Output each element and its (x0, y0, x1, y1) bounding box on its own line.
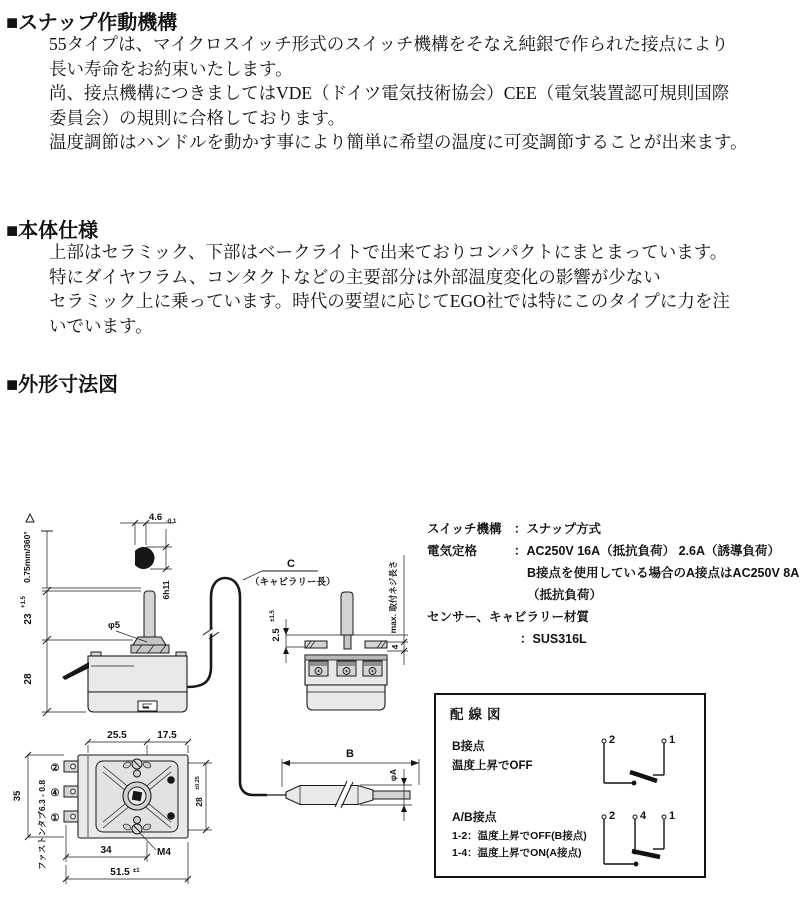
dim-total-width-label: 51.5 (110, 867, 130, 878)
front-terminal (309, 661, 328, 676)
terminal-number-1: ① (50, 813, 60, 824)
spec-label (427, 562, 514, 584)
paragraph-line: 温度調節はハンドルを動かす事により簡単に希望の温度に可変調節することが出来ます。 (49, 132, 748, 153)
wiring-b-contact-label: B接点 (452, 739, 485, 753)
dim-front-gap-tol: ±1.5 (270, 610, 276, 622)
spec-label (427, 628, 514, 650)
front-shaft-neck (344, 635, 351, 649)
paragraph-line: 上部はセラミック、下部はベークライトで出来ておりコンパクトにまとまっています。 (49, 242, 728, 262)
side-terminal-bump (91, 652, 101, 656)
shaft-section-shape (135, 547, 154, 569)
spec-label: 電気定格 (427, 544, 478, 558)
spec-row (427, 584, 799, 606)
spec-value: B接点を使用している場合のA接点はAC250V 8A (527, 566, 800, 580)
dim-front-gap-label: 2.5 (271, 628, 282, 642)
side-body-notch (138, 701, 157, 711)
dim-hole-pitch-tol: ±0.25 (195, 776, 201, 790)
wiring-b-contact-desc: 温度上昇でOFF (452, 760, 533, 772)
rotation-arrow-icon (26, 514, 34, 522)
rivet (167, 776, 175, 784)
paragraph-line: 55タイプは、マイクロスイッチ形式のスイッチ機構をそなえ純銀で作られた接点により (49, 34, 729, 54)
shaft-hole (132, 791, 142, 801)
paragraph-line: いでいます。 (49, 315, 153, 336)
dim-ear-thickness-label: 4 (390, 644, 400, 650)
dim-bulb-dia-label: φA (388, 768, 398, 782)
spec-row (427, 606, 799, 628)
dim-width-right-label: 17.5 (157, 730, 177, 741)
section-title-snap-mechanism: ■スナップ作動機構 (6, 12, 178, 34)
side-shaft (144, 591, 155, 637)
bulb-tip-rod (373, 791, 410, 799)
dim-body-height-label: 28 (23, 673, 34, 685)
wiring-ab-terminal-1: 1 (669, 810, 676, 822)
spec-value: ：SUS316L (520, 632, 587, 646)
wiring-ab-contact-line1: 1-2：温度上昇でOFF(B接点) (452, 830, 587, 842)
section-title-dimension-drawing: ■外形寸法図 (6, 374, 119, 396)
dim-shaft-height-tol: +1.5 (21, 596, 27, 608)
dim-capillary-length-symbol: C (287, 558, 295, 570)
wiring-ab-contact-diagram (602, 810, 675, 866)
terminal-number-2: ② (50, 763, 60, 774)
faston-tab (64, 811, 78, 822)
dim-max-screw-length-label: max. 取付ネジ長さ (388, 560, 398, 634)
specs-panel (427, 518, 799, 650)
faston-tab-label: ファストンタブ6.3 - 0.8 (37, 779, 47, 871)
dim-width-left-label: 25.5 (107, 730, 127, 741)
paragraph-line: 尚、接点機構につきましてはVDE（ドイツ電気技術協会）CEE（電気装置認可規則国際 (49, 83, 730, 104)
wiring-b-contact-diagram (602, 734, 675, 785)
bottom-view (12, 730, 212, 884)
spec-row (427, 518, 799, 540)
paragraph-line: セラミック上に乗っています。時代の要望に応じてEGO社では特にこのタイプに力を注 (49, 291, 730, 312)
side-shaft-collar (133, 637, 166, 645)
front-terminal (363, 661, 382, 676)
bulb-body (286, 786, 373, 805)
wiring-diagram-box (434, 693, 706, 878)
dim-shaft-flat-tol: -0.1 (166, 519, 177, 525)
spec-value: ：スナップ方式 (514, 522, 602, 536)
dim-hole-pitch-label: 28 (194, 797, 204, 807)
paragraph-line: 長い寿命をお約束いたします。 (49, 58, 293, 79)
spec-row (427, 540, 799, 562)
dim-total-width-tol: ±1 (133, 868, 140, 874)
spec-label: センサー、キャビラリー材質 (427, 610, 590, 624)
paragraph-line: 委員会）の規則に合格しております。 (49, 107, 346, 128)
wiring-ab-contact-line2: 1-4：温度上昇でON(A接点) (452, 847, 582, 859)
dim-shaft-dia-label: φ5 (108, 620, 121, 631)
spec-row (427, 628, 799, 650)
wiring-ab-terminal-4: 4 (640, 810, 647, 822)
side-view (21, 512, 187, 716)
wiring-ab-contact-label: A/B接点 (452, 810, 497, 824)
spec-value: （抵抗負荷） (527, 588, 603, 602)
paragraph-line: 特にダイヤフラム、コンタクトなどの主要部分は外部温度変化の影響が少ない (49, 266, 661, 287)
faston-tab (64, 786, 78, 797)
front-body-lower (307, 685, 385, 710)
side-probe (62, 662, 89, 680)
screw-size-label: M4 (157, 847, 171, 858)
front-terminal (337, 661, 356, 676)
wiring-title: 配線図 (450, 707, 506, 722)
dim-bulb-length-label: B (346, 748, 354, 760)
spec-value: ：AC250V 16A（抵抗負荷） 2.6A（誘導負荷） (514, 544, 781, 558)
dim-shaft-travel-label: 0.75mm/360° (22, 531, 32, 583)
section-title-body-spec: ■本体仕様 (6, 220, 99, 242)
capillary-length-note: （キャビラリー長） (250, 577, 336, 588)
wiring-ab-terminal-2: 2 (609, 810, 616, 822)
side-body-upper (88, 656, 187, 692)
rivet (167, 812, 175, 820)
wiring-b-terminal-1: 1 (669, 734, 676, 746)
dim-shaft-dia-code-label: 6h11 (161, 580, 171, 600)
dim-34-label: 34 (100, 845, 112, 856)
dim-shaft-height-label: 23 (23, 613, 34, 625)
shaft-cross-section-detail (120, 512, 177, 599)
sensor-bulb (282, 748, 419, 821)
terminal-number-4: ④ (50, 788, 60, 799)
front-body-top-band (305, 655, 387, 660)
front-shaft (341, 592, 353, 635)
faston-tab (64, 761, 78, 772)
spec-label: スイッチ機構 (427, 522, 502, 536)
dim-shaft-flat-label: 4.6 (149, 512, 163, 523)
body-spec-paragraph (49, 240, 730, 338)
dim-height-left-label: 35 (12, 790, 23, 802)
snap-mechanism-paragraph (49, 32, 748, 155)
wiring-b-terminal-2: 2 (609, 734, 616, 746)
side-terminal-bump (176, 652, 186, 656)
spec-row (427, 562, 799, 584)
spec-label (427, 584, 514, 606)
